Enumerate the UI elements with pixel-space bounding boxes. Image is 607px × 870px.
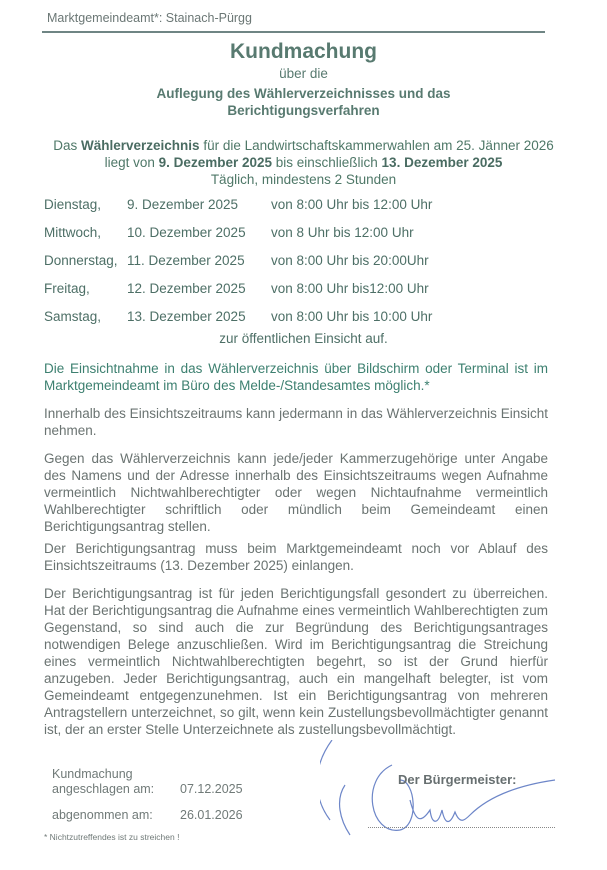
intro-part: für die Landwirtschaftskammerwahlen am 25. Jänner 2026 liegt von	[104, 138, 554, 170]
document-title: Kundmachung	[230, 40, 377, 63]
posted-label: angeschlagen am:	[52, 782, 155, 796]
schedule-time: von 8:00 Uhr bis 20:00Uhr	[271, 253, 429, 268]
title-connector: über die	[279, 66, 328, 81]
schedule-day: Dienstag,	[44, 197, 102, 212]
signature-line	[368, 827, 555, 828]
office-header: Marktgemeindeamt*: Stainach-Pürgg	[47, 11, 252, 25]
schedule-time: von 8 Uhr bis 12:00 Uhr	[271, 225, 414, 240]
intro-bold: 13. Dezember 2025	[381, 155, 503, 170]
schedule-time: von 8:00 Uhr bis 12:00 Uhr	[271, 197, 433, 212]
schedule-day: Samstag,	[44, 309, 102, 324]
schedule-row	[44, 197, 564, 215]
paragraph-objection: Gegen das Wählerverzeichnis kann jede/jeder Kammerzugehörige unter Angabe des Namens und der Adresse innerhalb des Einsichtszeitraums wegen Aufnahme vermeintlich Nichtwahlberechtigter oder wegen Nichtaufnahme vermeintlich Wahlberechtigter schriftlich oder mündlich beim Gemeindeamt einen Berichtigungsantrag stellen.	[44, 451, 548, 534]
schedule-day: Freitag,	[44, 281, 90, 296]
schedule-time: von 8:00 Uhr bis12:00 Uhr	[271, 281, 429, 296]
header-divider	[42, 31, 545, 33]
footnote: * Nichtzutreffendes ist zu streichen !	[44, 832, 180, 842]
posted-date: 07.12.2025	[180, 782, 243, 796]
schedule-row	[44, 281, 564, 299]
schedule-date: 10. Dezember 2025	[127, 225, 246, 240]
schedule-time: von 8:00 Uhr bis 10:00 Uhr	[271, 309, 433, 324]
signature-label: Der Bürgermeister:	[398, 772, 517, 787]
document-subtitle	[30, 85, 577, 119]
signature-image	[320, 740, 560, 850]
footer-kundmachung: Kundmachung	[52, 767, 133, 781]
schedule-date: 12. Dezember 2025	[127, 281, 246, 296]
intro-text	[50, 137, 557, 188]
schedule-row	[44, 253, 564, 271]
schedule-row	[44, 309, 564, 327]
intro-bold: Wählerverzeichnis	[81, 138, 200, 153]
paragraph-deadline: Der Berichtigungsantrag muss beim Marktgemeindeamt noch vor Ablauf des Einsichtszeitraums (13. Dezember 2025) einlangen.	[44, 541, 548, 573]
schedule-date: 9. Dezember 2025	[127, 197, 239, 212]
removed-label: abgenommen am:	[52, 808, 153, 822]
subtitle-line: Auflegung des Wählerverzeichnisses und das	[156, 86, 451, 101]
schedule-day: Donnerstag,	[44, 253, 118, 268]
intro-bold: 9. Dezember 2025	[158, 155, 272, 170]
intro-daily-note: Täglich, mindestens 2 Stunden	[210, 172, 397, 187]
intro-part: Das	[53, 138, 82, 153]
schedule-date: 13. Dezember 2025	[127, 309, 246, 324]
subtitle-line: Berichtigungsverfahren	[227, 103, 380, 118]
schedule-day: Mittwoch,	[44, 225, 102, 240]
schedule-date: 11. Dezember 2025	[127, 253, 245, 268]
removed-date: 26.01.2026	[180, 808, 243, 822]
schedule-row	[44, 225, 564, 243]
public-inspection-note: zur öffentlichen Einsicht auf.	[219, 331, 388, 346]
intro-part: bis einschließlich	[272, 155, 382, 170]
paragraph-terminal: Die Einsichtnahme in das Wählerverzeichnis über Bildschirm oder Terminal ist im Marktgemeindeamt im Büro des Melde-/Standesamtes möglich.*	[44, 361, 548, 393]
paragraph-inspection: Innerhalb des Einsichtszeitraums kann jedermann in das Wählerverzeichnis Einsicht nehmen.	[44, 406, 548, 438]
paragraph-procedure: Der Berichtigungsantrag ist für jeden Berichtigungsfall gesondert zu überreichen. Hat der Berichtigungsantrag die Aufnahme eines vermeintlich Wahlberechtigten zum Gegenstand, so sind auch die zur Begründung des Berichtigungsantrages notwendigen Belege anzuschließen. Wird im Berichtigungsantrag die Streichung eines vermeintlich Nichtwahlberechtigten begehrt, so ist der Grund hierfür anzugeben. Jeder Berichtigungsantrag, auch ein mangelhaft belegter, ist vom Gemeindeamt entgegenzunehmen. Ist ein Berichtigungsantrag von mehreren Antragstellern unterzeichnet, so gilt, wenn kein Zustellungsbevollmächtigter genannt ist, der an erster Stelle Unterzeichnete als zustellungsbevollmächtigt.	[44, 586, 548, 737]
